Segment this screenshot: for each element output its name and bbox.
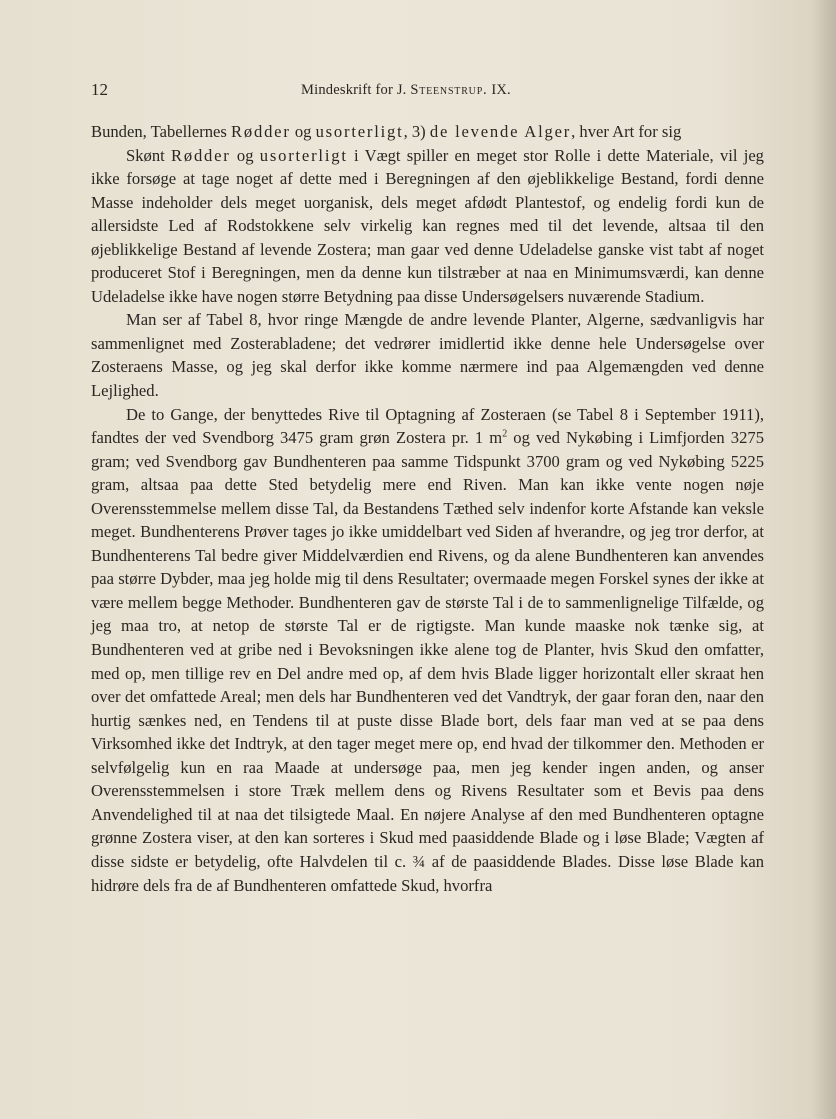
page-number: 12: [91, 80, 108, 99]
running-title-name: Steenstrup.: [410, 82, 488, 98]
running-header: [91, 80, 751, 102]
spaced-term: Rødder: [231, 122, 291, 141]
superscript: 2: [502, 428, 508, 440]
spaced-term: usorterligt: [315, 122, 404, 141]
paragraph: [91, 144, 764, 309]
text-run: i Vægt spiller en meget stor Rolle i dette Materiale, vil jeg ikke forsøge at tage noget af dette med i Beregningen af den øjeblikkelige Bestand, fordi denne Masse indeholder dels meget uorganisk, dels meget afdødt Plantestof, og endelig fordi kun de allersidste Led af Rodstokkene selv virkelig kan regnes med til det levende, altsaa til den øjeblikkelige Bestand af levende Zostera; man gaar ved denne Udeladelse ganske vist tabt af noget produceret Stof i Beregningen, men da denne kun tilstræber at naa en Minimumsværdi, kan denne Udeladelse ikke have nogen større Betydning paa disse Undersøgelsers nuværende Stadium.: [91, 145, 764, 306]
running-title-volume: IX.: [491, 82, 511, 98]
spaced-term: de levende Alger: [429, 122, 572, 141]
paragraph: [91, 403, 764, 897]
paragraph: [91, 308, 764, 402]
text-run: De to Gange, der benyttedes Rive til Optagning af Zosteraen (se Tabel 8 i September 1911), fandtes der ved Svendborg 3475 gram grøn Zostera pr. 1 m: [91, 404, 764, 448]
spaced-term: usorterligt: [259, 145, 348, 165]
spaced-term: Rødder: [170, 145, 231, 165]
text-run: og: [290, 122, 316, 141]
text-run: , 3): [403, 122, 430, 141]
text-run: og ved Nykøbing i Limfjorden 3275 gram; ved Svendborg gav Bundhenteren paa samme Tidspunkt 3700 gram og ved Nykøbing 5225 gram, altsaa paa dette Sted betydelig mere end Riven. Man kan ikke vente nogen nøje Overensstemmelse mellem disse Tal, da Bestandens Tæthed selv indenfor korte Afstande kan veksle meget. Bundhenterens Prøver tages jo ikke umiddelbart ved Siden af hverandre, og jeg tror derfor, at Bundhenterens Tal bedre giver Middelværdien end Rivens, og da alene Bundhenteren kan anvendes paa større Dybder, maa jeg holde mig til dens Resultater; overmaade megen Forskel synes der ikke at være mellem begge Methoder. Bundhenteren gav de største Tal i de to sammenlignelige Tilfælde, og jeg maa tro, at netop de største Tal er de rigtigste. Man kunde maaske nok tænke sig, at Bundhenteren ved at gribe ned i Bevoksningen ikke alene tog de Planter, hvis Skud den omfatter, med op, men tillige rev en Del andre med op, af dem hvis Blade ligger horizontalt eller skraat hen over det omfattede Areal; men dels har Bundhenteren ved det Vandtryk, der gaar foran den, naar den hurtig sænkes ned, en Tendens til at puste disse Blade bort, dels faar man ved at se paa dens Virksomhed ikke det Indtryk, at den tager meget mere op, end hvad der tilkommer den. Methoden er selvfølgelig kun en raa Maade at undersøge paa, men jeg kender ingen anden, og anser Overensstemmelsen i store Træk mellem dens og Rivens Resultater som et Bevis paa dens Anvendelighed til at naa det tilsigtede Maal. En nøjere Analyse af den med Bundhenteren optagne grønne Zostera viser, at den kan sorteres i Skud med paasiddende Blade og i løse Blade; Vægten af disse sidste er betydelig, ofte Halvdelen til c. ¾ af de paasiddende Blades. Disse løse Blade kan hidrøre dels fra de af Bundhenteren omfattede Skud, hvorfra: [91, 428, 764, 895]
text-run: Skønt: [126, 145, 171, 165]
body-text: [91, 120, 764, 897]
text-run: Man ser af Tabel 8, hvor ringe Mængde de andre levende Planter, Algerne, sædvanligvis har sammenlignet med Zosterabladene; det vedrører imidlertid ikke denne hele Undersøgelse over Zosteraens Masse, og jeg skal derfor ikke komme nærmere ind paa Algemængden ved denne Lejlighed.: [91, 310, 764, 401]
running-title-prefix: Mindeskrift for J.: [301, 82, 407, 98]
text-run: Bunden, Tabellernes: [91, 122, 232, 141]
paragraph: [91, 120, 764, 144]
text-run: og: [230, 145, 260, 165]
running-title: [301, 82, 511, 99]
text-run: , hver Art for sig: [571, 122, 682, 141]
